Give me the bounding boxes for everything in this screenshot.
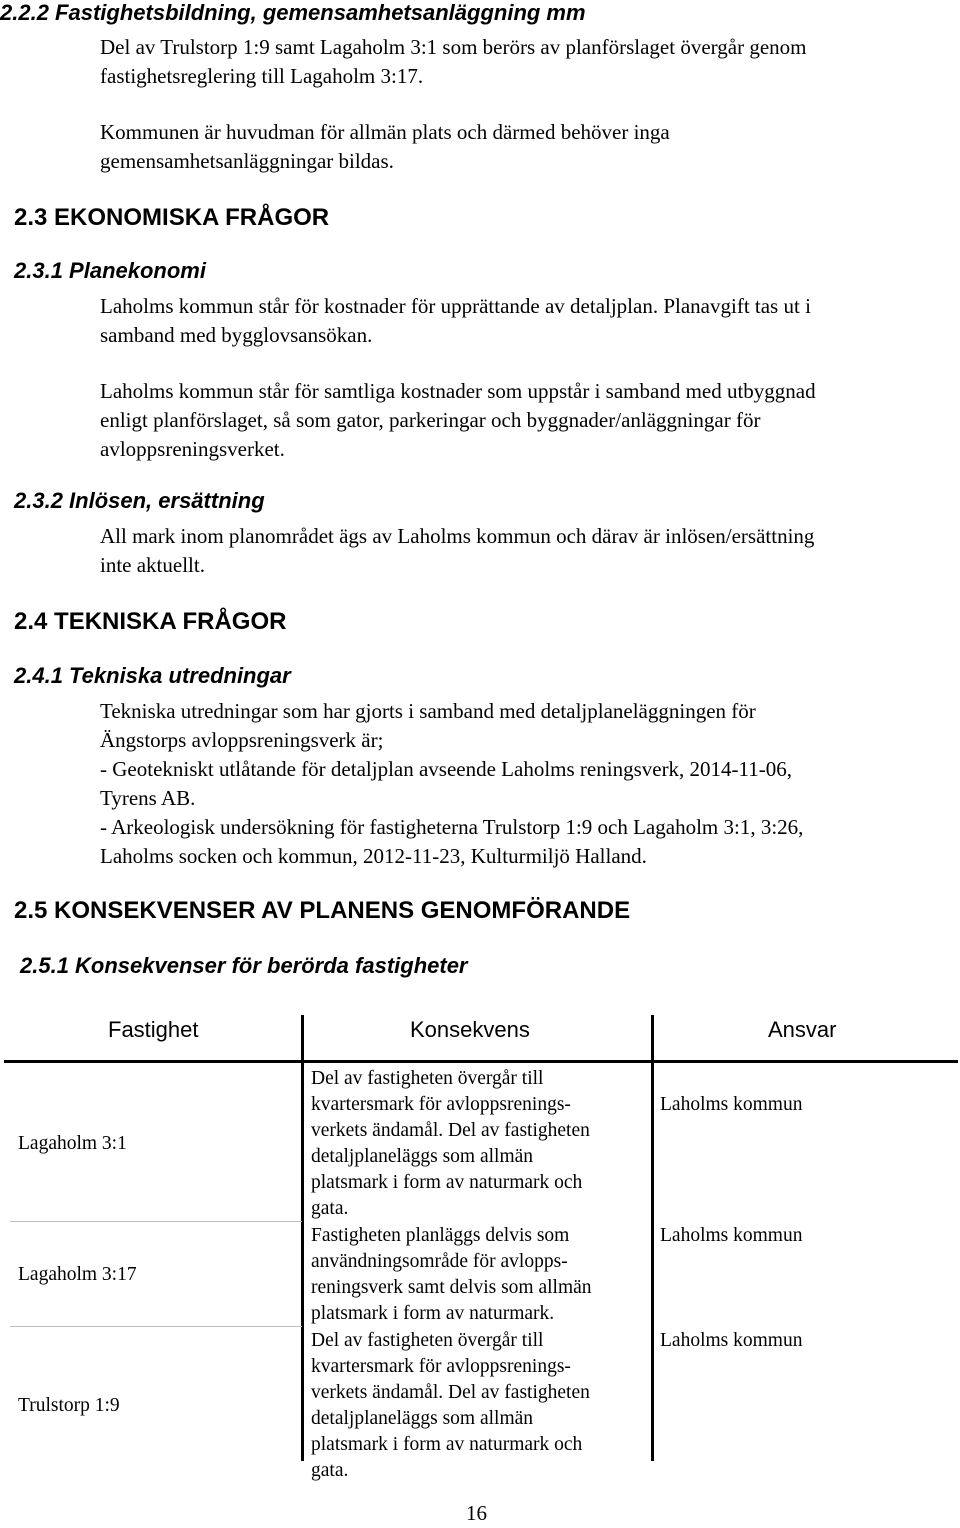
paragraph-line: Laholms socken och kommun, 2012-11-23, Kulturmiljö Halland. xyxy=(100,844,647,868)
paragraph-line: avloppsreningsverket. xyxy=(100,437,285,461)
cell-konsekvens xyxy=(311,1328,590,1484)
cell-line: verkets ändamål. Del av fastigheten xyxy=(311,1382,590,1403)
cell-line: användningsområde för avlopps- xyxy=(311,1251,568,1272)
table-header-ansvar: Ansvar xyxy=(768,1017,837,1042)
paragraph-line: Ängstorps avloppsreningsverk är; xyxy=(100,728,384,752)
paragraph-line: Del av Trulstorp 1:9 samt Lagaholm 3:1 som berörs av planförslaget övergår genom xyxy=(100,35,807,59)
cell-line: platsmark i form av naturmark. xyxy=(311,1303,555,1324)
cell-konsekvens xyxy=(311,1223,592,1327)
cell-ansvar: Laholms kommun xyxy=(660,1330,803,1351)
cell-line: Fastigheten planläggs delvis som xyxy=(311,1225,570,1246)
heading-2-4-1: 2.4.1 Tekniska utredningar xyxy=(14,663,291,688)
cell-line: detaljplaneläggs som allmän xyxy=(311,1408,534,1429)
table-column-divider xyxy=(301,1063,304,1461)
cell-ansvar: Laholms kommun xyxy=(660,1094,803,1115)
cell-line: Del av fastigheten övergår till xyxy=(311,1330,544,1351)
heading-2-5: 2.5 KONSEKVENSER AV PLANENS GENOMFÖRANDE xyxy=(14,897,631,924)
paragraph-line: gemensamhetsanläggningar bildas. xyxy=(100,149,394,173)
paragraph-line: All mark inom planområdet ägs av Laholms kommun och därav är inlösen/ersättning xyxy=(100,524,815,548)
paragraph-line: - Geotekniskt utlåtande för detaljplan avseende Laholms reningsverk, 2014-11-06, xyxy=(100,757,793,781)
table-header-divider xyxy=(301,1015,304,1063)
paragraph-line: samband med bygglovsansökan. xyxy=(100,323,373,347)
paragraph-line: Laholms kommun står för kostnader för upprättande av detaljplan. Planavgift tas ut i xyxy=(100,294,811,318)
cell-fastighet: Lagaholm 3:17 xyxy=(18,1264,137,1285)
heading-2-3-2: 2.3.2 Inlösen, ersättning xyxy=(14,488,265,513)
paragraph-line: Laholms kommun står för samtliga kostnader som uppstår i samband med utbyggnad xyxy=(100,379,816,403)
paragraph-line: fastighetsreglering till Lagaholm 3:17. xyxy=(100,64,424,88)
cell-line: kvartersmark för avloppsrenings- xyxy=(311,1094,571,1115)
heading-2-3: 2.3 EKONOMISKA FRÅGOR xyxy=(14,204,330,231)
cell-line: gata. xyxy=(311,1460,349,1481)
cell-fastighet: Trulstorp 1:9 xyxy=(18,1395,120,1416)
table-header-konsekvens: Konsekvens xyxy=(410,1017,530,1042)
heading-2-4: 2.4 TEKNISKA FRÅGOR xyxy=(14,608,287,635)
table-row-divider xyxy=(10,1326,302,1327)
cell-line: gata. xyxy=(311,1198,349,1219)
paragraph-line: inte aktuellt. xyxy=(100,553,205,577)
cell-ansvar: Laholms kommun xyxy=(660,1225,803,1246)
heading-2-3-1: 2.3.1 Planekonomi xyxy=(14,258,206,283)
paragraph-line: Tyrens AB. xyxy=(100,786,196,810)
table-header-divider xyxy=(651,1015,654,1063)
paragraph-line: enligt planförslaget, så som gator, parkeringar och byggnader/anläggningar för xyxy=(100,408,761,432)
cell-line: platsmark i form av naturmark och xyxy=(311,1172,583,1193)
paragraph-line: - Arkeologisk undersökning för fastigheterna Trulstorp 1:9 och Lagaholm 3:1, 3:26, xyxy=(100,815,804,839)
table-header-rule xyxy=(4,1060,958,1063)
paragraph-line: Kommunen är huvudman för allmän plats och därmed behöver inga xyxy=(100,120,670,144)
cell-konsekvens xyxy=(311,1066,590,1222)
cell-fastighet: Lagaholm 3:1 xyxy=(18,1133,127,1154)
cell-line: platsmark i form av naturmark och xyxy=(311,1434,583,1455)
heading-2-2-2: 2.2.2 Fastighetsbildning, gemensamhetsanläggning mm xyxy=(0,0,586,25)
table-column-divider xyxy=(651,1063,654,1461)
cell-line: reningsverk samt delvis som allmän xyxy=(311,1277,592,1298)
cell-line: verkets ändamål. Del av fastigheten xyxy=(311,1120,590,1141)
table-row-divider xyxy=(10,1221,302,1222)
cell-line: Del av fastigheten övergår till xyxy=(311,1068,544,1089)
table-header-fastighet: Fastighet xyxy=(108,1017,199,1042)
heading-2-5-1: 2.5.1 Konsekvenser för berörda fastigheter xyxy=(20,953,468,978)
cell-line: detaljplaneläggs som allmän xyxy=(311,1146,534,1167)
page-number: 16 xyxy=(466,1501,487,1525)
cell-line: kvartersmark för avloppsrenings- xyxy=(311,1356,571,1377)
paragraph-line: Tekniska utredningar som har gjorts i samband med detaljplaneläggningen för xyxy=(100,699,756,723)
